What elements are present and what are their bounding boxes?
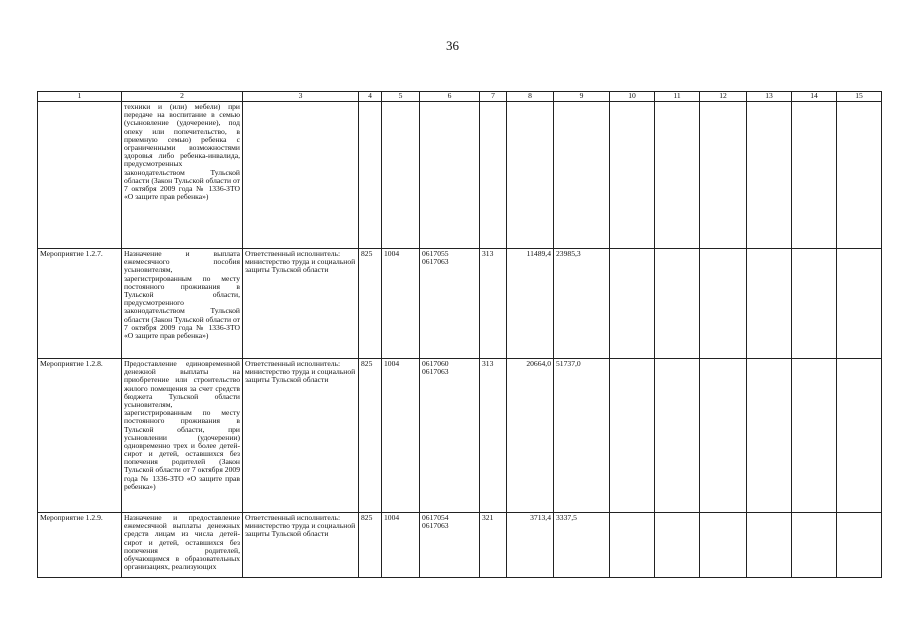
page-number: 36 (446, 38, 459, 53)
empty-cell (837, 249, 882, 359)
empty-cell (700, 102, 747, 249)
empty-cell (837, 102, 882, 249)
empty-cell (837, 513, 882, 578)
column-header: 1 (38, 92, 122, 102)
empty-cell (655, 513, 700, 578)
empty-cell (700, 513, 747, 578)
empty-cell (792, 102, 837, 249)
column-header: 3 (243, 92, 359, 102)
empty-cell (610, 513, 655, 578)
amount-cell: 20664,0 (507, 359, 554, 513)
budget-table (37, 91, 882, 578)
code-cell: 313 (480, 249, 507, 359)
column-header: 13 (747, 92, 792, 102)
amount-cell: 3713,4 (507, 513, 554, 578)
empty-cell (747, 102, 792, 249)
column-header: 5 (382, 92, 420, 102)
column-header: 4 (359, 92, 382, 102)
column-header: 11 (655, 92, 700, 102)
executor-cell: Ответственный исполнитель: министерство труда и социальной защиты Тульской области (243, 359, 359, 513)
code-cell (420, 102, 480, 249)
empty-cell (655, 102, 700, 249)
code-cell: 1004 (382, 359, 420, 513)
activity-description-cell: Назначение и выплата ежемесячного пособия усыновителям, зарегистрированным по месту постоянного проживания в Тульской области, предусмотренного законодательством Тульской области (Закон Тульской области от 7 октября 2009 года № 1336-ЗТО «О защите прав ребенка») (122, 249, 243, 359)
code-cell: 0617054 0617063 (420, 513, 480, 578)
column-header: 12 (700, 92, 747, 102)
code-cell: 321 (480, 513, 507, 578)
empty-cell (747, 249, 792, 359)
code-cell: 825 (359, 249, 382, 359)
column-header: 2 (122, 92, 243, 102)
amount-cell: 3337,5 (554, 513, 610, 578)
table-row (38, 249, 882, 359)
table-header-row (38, 92, 882, 102)
activity-description-cell: техники и (или) мебели) при передаче на воспитание в семью (усыновление (удочерение), под опеку или попечительство, в приемную семью) ребенка с ограниченными возможностями здоровья либо ребенка-инвалида, предусмотренных законодательством Тульской области (Закон Тульской области от 7 октября 2009 года № 1336-ЗТО «О защите прав ребенка») (122, 102, 243, 249)
empty-cell (655, 359, 700, 513)
code-cell (359, 102, 382, 249)
activity-id-cell: Мероприятие 1.2.9. (38, 513, 122, 578)
code-cell (480, 102, 507, 249)
empty-cell (792, 359, 837, 513)
amount-cell: 51737,0 (554, 359, 610, 513)
column-header: 10 (610, 92, 655, 102)
code-cell: 0617055 0617063 (420, 249, 480, 359)
empty-cell (610, 359, 655, 513)
empty-cell (747, 359, 792, 513)
code-cell: 1004 (382, 249, 420, 359)
empty-cell (837, 359, 882, 513)
code-cell: 313 (480, 359, 507, 513)
column-header: 15 (837, 92, 882, 102)
code-cell: 825 (359, 513, 382, 578)
column-header: 14 (792, 92, 837, 102)
column-header: 8 (507, 92, 554, 102)
empty-cell (792, 249, 837, 359)
amount-cell (554, 102, 610, 249)
amount-cell (507, 102, 554, 249)
empty-cell (655, 249, 700, 359)
amount-cell: 23985,3 (554, 249, 610, 359)
executor-cell (243, 102, 359, 249)
table-row (38, 513, 882, 578)
executor-cell: Ответственный исполнитель: министерство труда и социальной защиты Тульской области (243, 249, 359, 359)
column-header: 6 (420, 92, 480, 102)
empty-cell (700, 359, 747, 513)
empty-cell (747, 513, 792, 578)
executor-cell: Ответственный исполнитель: министерство труда и социальной защиты Тульской области (243, 513, 359, 578)
activity-description-cell: Предоставление единовременной денежной выплаты на приобретение или строительство жилого помещения за счет средств бюджета Тульской области усыновителям, зарегистрированным по месту постоянного проживания в Тульской области, при усыновлении (удочерении) одновременно трех и более детей-сирот и детей, оставшихся без попечения родителей (Закон Тульской области от 7 октября 2009 года № 1336-ЗТО «О защите прав ребенка») (122, 359, 243, 513)
code-cell (382, 102, 420, 249)
activity-id-cell: Мероприятие 1.2.8. (38, 359, 122, 513)
amount-cell: 11489,4 (507, 249, 554, 359)
column-header: 9 (554, 92, 610, 102)
empty-cell (700, 249, 747, 359)
activity-id-cell (38, 102, 122, 249)
empty-cell (610, 249, 655, 359)
code-cell: 0617060 0617063 (420, 359, 480, 513)
activity-description-cell: Назначение и предоставление ежемесячной выплаты денежных средств лицам из числа детей-сирот и детей, оставшихся без попечения родителей, обучающимся в образовательных организациях, реализующих (122, 513, 243, 578)
code-cell: 1004 (382, 513, 420, 578)
empty-cell (792, 513, 837, 578)
code-cell: 825 (359, 359, 382, 513)
empty-cell (610, 102, 655, 249)
table-row (38, 359, 882, 513)
column-header: 7 (480, 92, 507, 102)
table-row (38, 102, 882, 249)
activity-id-cell: Мероприятие 1.2.7. (38, 249, 122, 359)
